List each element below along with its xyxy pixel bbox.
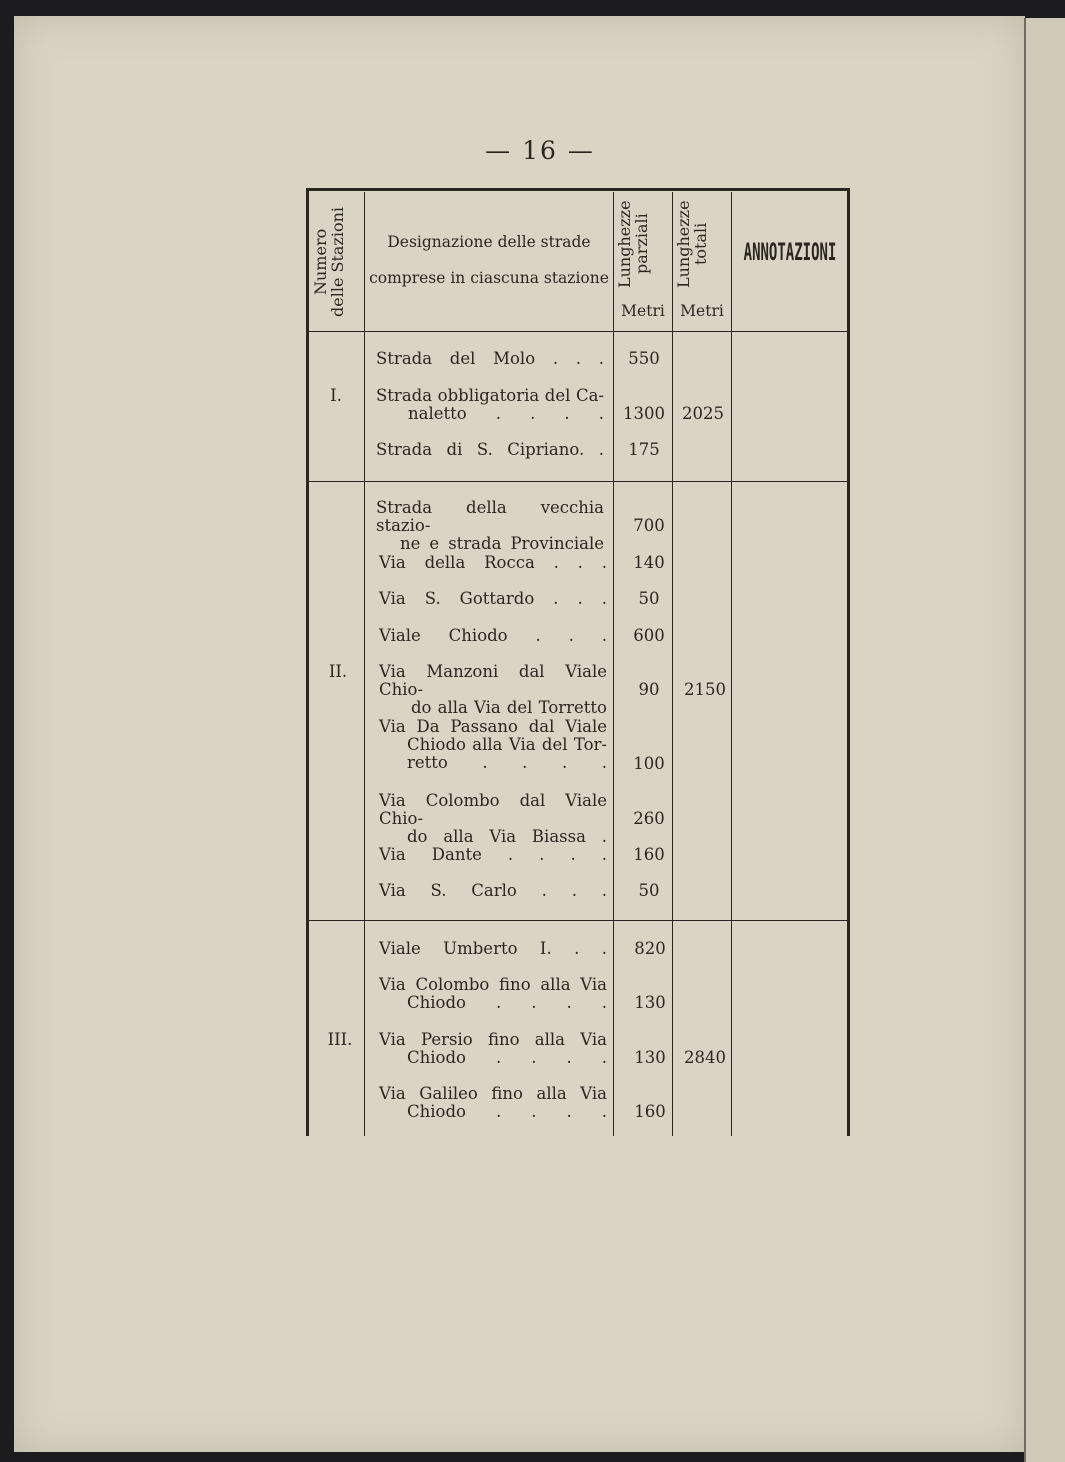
street-name: Strada del Molo . . . xyxy=(376,349,604,368)
header-annotations: ANNOTAZIONI xyxy=(743,239,837,267)
street-name: Via Colombo fino alla Via Chiodo . . . . xyxy=(379,975,607,1012)
header-street-designation-line2: comprese in ciascuna stazione xyxy=(369,269,609,287)
street-name: Viale Chiodo . . . xyxy=(379,626,607,645)
adjacent-page-edge xyxy=(1024,18,1065,1462)
partial-length: 50 xyxy=(638,881,660,900)
partial-length: 140 xyxy=(633,553,665,572)
header-total-lengths: Lunghezze totali xyxy=(674,200,710,288)
station-number: III. xyxy=(327,1030,353,1049)
partial-length: 600 xyxy=(633,626,665,645)
header-street-designation-line1: Designazione delle strade xyxy=(387,233,591,251)
partial-length: 1300 xyxy=(623,404,665,423)
street-name: Via della Rocca . . . xyxy=(379,553,607,572)
table-top-rule xyxy=(306,188,849,191)
street-name: Via Persio fino alla Via Chiodo . . . . xyxy=(379,1030,607,1067)
partial-length: 260 xyxy=(633,809,665,828)
page-number: — 16 — xyxy=(485,136,595,165)
street-name: Via S. Gottardo . . . xyxy=(379,589,607,608)
partial-length: 820 xyxy=(634,939,666,958)
street-name: Via S. Carlo . . . xyxy=(379,881,607,900)
street-name: Via Dante . . . . xyxy=(379,845,607,864)
column-rule-partial xyxy=(613,192,614,1136)
section-2-divider xyxy=(309,920,847,921)
total-length: 2025 xyxy=(682,404,724,423)
street-name: Via Da Passano dal Viale Chiodo alla Via del Tor- retto . . . . xyxy=(379,717,607,772)
partial-length: 160 xyxy=(634,1102,666,1121)
column-rule-annotations xyxy=(731,192,732,1136)
partial-length: 90 xyxy=(638,680,660,699)
table-right-rule xyxy=(847,188,850,1136)
street-name: Strada della vecchia stazio- ne e strada Provinciale xyxy=(376,498,604,553)
station-number: I. xyxy=(330,386,342,405)
street-name: Via Colombo dal Viale Chio- do alla Via Biassa . xyxy=(379,791,607,846)
partial-length: 100 xyxy=(633,754,665,773)
street-name: Strada obbligatoria del Ca- naletto . . . . xyxy=(376,386,604,423)
partial-length: 130 xyxy=(634,993,666,1012)
partial-length: 160 xyxy=(633,845,665,864)
street-name: Via Galileo fino alla Via Chiodo . . . . xyxy=(379,1084,607,1121)
street-name: Via Manzoni dal Viale Chio- do alla Via del Torretto xyxy=(379,662,607,717)
partial-length: 130 xyxy=(634,1048,666,1067)
header-station-number: Numero delle Stazioni xyxy=(311,206,347,318)
section-1-divider xyxy=(309,481,847,482)
partial-length: 700 xyxy=(633,516,665,535)
partial-length: 175 xyxy=(628,440,660,459)
header-total-unit: Metri xyxy=(680,302,724,320)
station-number: II. xyxy=(328,662,348,681)
street-name: Viale Umberto I. . . xyxy=(379,939,607,958)
header-bottom-rule xyxy=(309,331,847,332)
street-name: Strada di S. Cipriano. . xyxy=(376,440,604,459)
partial-length: 50 xyxy=(638,589,660,608)
total-length: 2150 xyxy=(684,680,726,699)
partial-length: 550 xyxy=(628,349,660,368)
header-partial-unit: Metri xyxy=(621,302,665,320)
total-length: 2840 xyxy=(684,1048,726,1067)
header-partial-lengths: Lunghezze parziali xyxy=(615,200,651,288)
